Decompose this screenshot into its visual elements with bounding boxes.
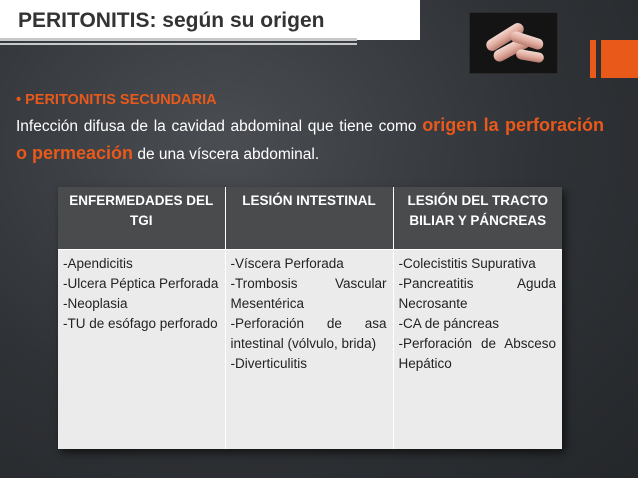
intro-text-end: de una víscera abdominal. xyxy=(133,146,320,163)
table-header-row xyxy=(58,187,562,250)
intro-paragraph xyxy=(16,112,604,168)
header-biliary-pancreatic-lesion: LESIÓN DEL TRACTO BILIAR Y PÁNCREAS xyxy=(393,187,562,250)
intro-text: Infección difusa de la cavidad abdominal que tiene como xyxy=(16,118,423,135)
list-item: -TU de esófago perforado xyxy=(63,316,218,331)
cell-intestinal-lesion xyxy=(225,250,393,450)
intro-highlight: origen la perforación o permeación xyxy=(16,115,604,163)
title-underline-top xyxy=(0,38,357,41)
cell-gi-diseases xyxy=(58,250,225,450)
accent-bar-left xyxy=(590,40,596,78)
list-item: -Víscera Perforada xyxy=(230,256,344,271)
list-item: -Perforación de asa intestinal (vólvulo, brida) xyxy=(230,316,387,351)
accent-bar-right xyxy=(601,40,638,78)
origin-table xyxy=(58,187,562,449)
list-item: -CA de páncreas xyxy=(398,316,500,331)
title-underline-bottom xyxy=(0,43,357,45)
list-item: -Ulcera Péptica Perforada xyxy=(63,276,219,291)
cell-biliary-pancreatic-lesion xyxy=(393,250,562,450)
list-item: -Neoplasia xyxy=(63,296,128,311)
header-intestinal-lesion: LESIÓN INTESTINAL xyxy=(225,187,393,250)
list-item: -Colecistitis Supurativa xyxy=(398,256,536,271)
intestinal-segments-photo xyxy=(469,12,558,74)
list-item: -Perforación de Absceso Hepático xyxy=(398,336,556,371)
list-item: -Pancreatitis Aguda Necrosante xyxy=(398,276,556,311)
list-item: -Apendicitis xyxy=(63,256,133,271)
title-bar xyxy=(0,0,420,40)
list-item: -Trombosis Vascular Mesentérica xyxy=(230,276,387,311)
bullet-heading: • PERITONITIS SECUNDARIA xyxy=(16,92,217,108)
slide-title: PERITONITIS: según su origen xyxy=(18,9,325,32)
list-item: -Diverticulitis xyxy=(230,356,308,371)
header-gi-diseases: ENFERMEDADES DEL TGI xyxy=(58,187,225,250)
table-row xyxy=(58,250,562,450)
